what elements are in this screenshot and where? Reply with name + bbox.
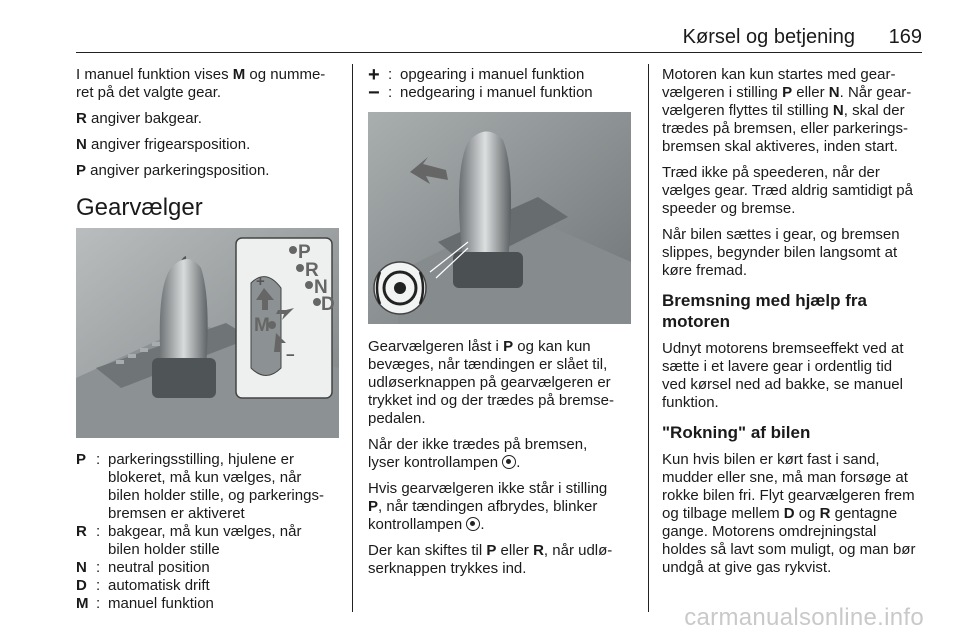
speeder-paragraph: Træd ikke på speederen, når der vælges gear. Træd aldrig samtidigt på speeder og bremse.	[662, 164, 913, 217]
column-1	[76, 66, 346, 188]
engine-braking-heading: Bremsning med hjælp fra motoren	[662, 291, 867, 331]
release-paragraph: Der kan skiftes til P eller R, når udlø- serknappen trykkes ind.	[368, 542, 613, 577]
control-lamp-icon	[502, 455, 516, 469]
header-title: Kørsel og betjening	[682, 26, 855, 48]
figure-label-minus: −	[286, 347, 295, 364]
control-lamp-icon	[466, 517, 480, 531]
watermark: carmanualsonline.info	[684, 604, 924, 631]
gear-lock-figure	[368, 112, 631, 324]
definition-row-p: P : parkeringsstilling, hjulene er blokeret, må kun vælges, når bilen holder stille, og parkerings- bremsen er aktiveret	[76, 451, 324, 522]
gear-positions-list	[76, 451, 348, 613]
figure-label-m: M	[254, 315, 270, 336]
brake-paragraph: Når der ikke trædes på bremsen, lyser kontrollampen .	[368, 436, 588, 471]
column-2-text	[368, 338, 640, 586]
definition-row-n: N : neutral position	[76, 559, 210, 576]
gear-lock-illustration	[368, 112, 631, 324]
section-heading-gearvaelger: Gearvælger	[76, 194, 203, 221]
rocking-paragraph: Kun hvis bilen er kørt fast i sand, mudder eller sne, må man forsøge at rokke bilen fri. Flyt gearvælgeren frem og tilbage mellem D og R gentagne gange. Motorens omdrejningstal holdes så lavt som muligt, og man bør undgå at give gas rykvist.	[662, 451, 916, 576]
figure-label-n: N	[314, 277, 328, 298]
page-number: 169	[888, 26, 922, 48]
figure-label-r: R	[305, 260, 319, 281]
intro-paragraph: I manuel funktion vises M og numme- ret på det valgte gear.	[76, 66, 326, 101]
lock-paragraph: Gearvælgeren låst i P og kan kun bevæges, når tændingen er slået til, udløserknappen på gearvælgeren er trykket ind og der trædes på bremse- pedalen.	[368, 338, 614, 427]
definition-row-d: D : automatisk drift	[76, 577, 210, 594]
gear-selector-figure	[76, 228, 339, 438]
start-paragraph: Motoren kan kun startes med gear- vælgeren i stilling P eller N. Når gear- vælgeren flyttes til stilling N, skal der trædes på bremsen, eller parkerings- bremsen skal aktiveres, inden start.	[662, 66, 912, 155]
ignition-paragraph: Hvis gearvælgeren ikke står i stilling P, når tændingen afbrydes, blinker kontrollampen .	[368, 480, 608, 533]
p-paragraph: P angiver parkeringsposition.	[76, 162, 270, 179]
definition-row-plus: + : opgearing i manuel funktion	[368, 64, 585, 86]
gear-selector-illustration	[76, 228, 339, 438]
r-paragraph: R angiver bakgear.	[76, 110, 202, 127]
column-divider-1	[352, 64, 353, 612]
engine-braking-paragraph: Udnyt motorens bremseeffekt ved at sætte i et lavere gear i ordentlig tid ved kørsel ned ad bakke, se manuel funktion.	[662, 340, 904, 411]
column-divider-2	[648, 64, 649, 612]
figure-label-plus: +	[256, 273, 265, 290]
rocking-heading: "Rokning" af bilen	[662, 423, 811, 442]
definition-row-minus: − : nedgearing i manuel funktion	[368, 82, 593, 104]
page-header	[0, 0, 960, 52]
column-3	[662, 66, 932, 585]
definition-row-m: M : manuel funktion	[76, 595, 214, 612]
n-paragraph: N angiver frigearsposition.	[76, 136, 251, 153]
creep-paragraph: Når bilen sættes i gear, og bremsen slippes, begynder bilen langsomt at køre fremad.	[662, 226, 900, 279]
figure-label-p: P	[298, 242, 311, 263]
header-rule	[76, 52, 922, 53]
shift-symbols-list	[368, 66, 638, 102]
definition-row-r: R : bakgear, må kun vælges, når bilen holder stille	[76, 523, 302, 558]
figure-label-d: D	[321, 294, 335, 315]
